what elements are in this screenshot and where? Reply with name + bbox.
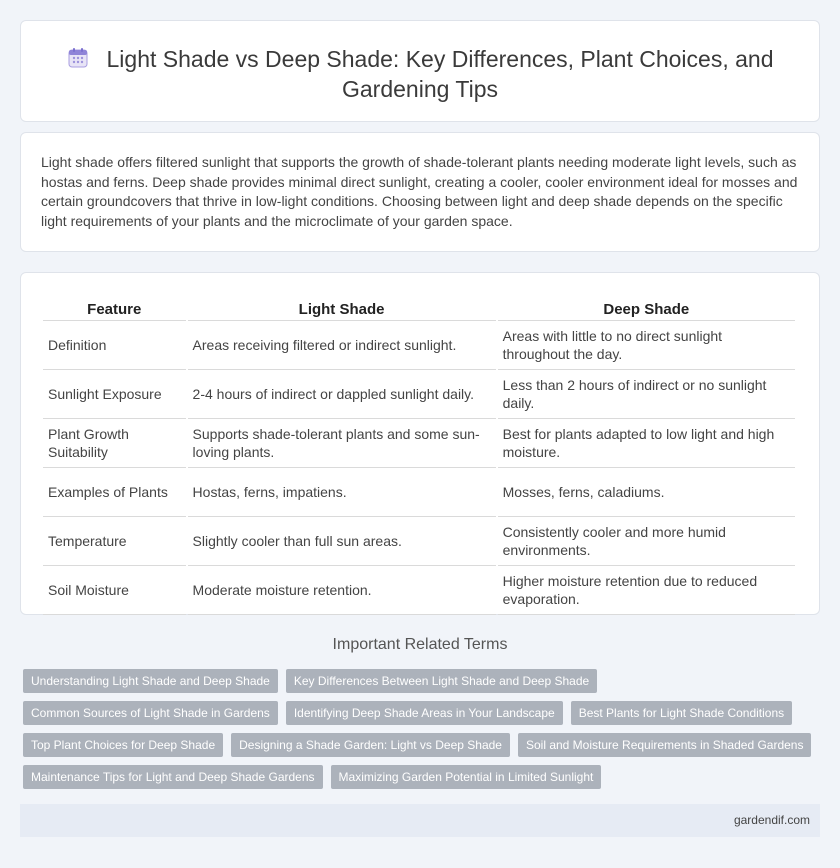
intro-text: Light shade offers filtered sunlight that supports the growth of shade-tolerant plants needing moderate light levels, such as hostas and ferns. Deep shade provides minimal direct sunlight, creating a cooler, cooler environment ideal for mosses and certain groundcovers that thrive in low-light conditions. Choosing between light and deep shade depends on the specific light requirements of your plants and the microclimate of your garden space. [41, 154, 798, 229]
header-deep-shade: Deep Shade [498, 295, 795, 321]
deep-shade-cell: Areas with little to no direct sunlight throughout the day. [498, 321, 795, 370]
tag-row [23, 669, 823, 693]
feature-cell: Sunlight Exposure [43, 370, 186, 419]
table-row [43, 370, 795, 419]
deep-shade-cell: Higher moisture retention due to reduced evaporation. [498, 566, 795, 615]
feature-cell: Soil Moisture [43, 566, 186, 615]
feature-cell: Temperature [43, 517, 186, 566]
table-row [43, 419, 795, 468]
feature-cell: Plant Growth Suitability [43, 419, 186, 468]
feature-cell: Definition [43, 321, 186, 370]
light-shade-cell: 2-4 hours of indirect or dappled sunlight daily. [188, 370, 496, 419]
footer [20, 804, 820, 837]
page-title-row [21, 21, 819, 104]
related-term-tag[interactable]: Maintenance Tips for Light and Deep Shade Gardens [23, 765, 323, 789]
footer-site-link[interactable]: gardendif.com [733, 813, 810, 827]
related-term-tag[interactable]: Common Sources of Light Shade in Gardens [23, 701, 278, 725]
light-shade-cell: Supports shade-tolerant plants and some sun-loving plants. [188, 419, 496, 468]
header-feature: Feature [43, 295, 186, 321]
related-term-tag[interactable]: Maximizing Garden Potential in Limited Sunlight [331, 765, 602, 789]
light-shade-cell: Moderate moisture retention. [188, 566, 496, 615]
related-term-tag[interactable]: Top Plant Choices for Deep Shade [23, 733, 223, 757]
table-row [43, 321, 795, 370]
light-shade-cell: Slightly cooler than full sun areas. [188, 517, 496, 566]
header-light-shade: Light Shade [188, 295, 496, 321]
table-row [43, 468, 795, 517]
light-shade-cell: Hostas, ferns, impatiens. [188, 468, 496, 517]
related-terms-title: Important Related Terms [332, 636, 508, 653]
comparison-table-card [20, 272, 820, 615]
feature-cell: Examples of Plants [43, 468, 186, 517]
table-row [43, 517, 795, 566]
header-card [20, 20, 820, 122]
related-term-tag[interactable]: Understanding Light Shade and Deep Shade [23, 669, 278, 693]
tag-row [23, 765, 823, 789]
intro-card [20, 132, 820, 252]
deep-shade-cell: Less than 2 hours of indirect or no sunlight daily. [498, 370, 795, 419]
deep-shade-cell: Best for plants adapted to low light and high moisture. [498, 419, 795, 468]
deep-shade-cell: Mosses, ferns, caladiums. [498, 468, 795, 517]
related-term-tag[interactable]: Soil and Moisture Requirements in Shaded Gardens [518, 733, 812, 757]
related-term-tag[interactable]: Designing a Shade Garden: Light vs Deep Shade [231, 733, 510, 757]
table-row [43, 566, 795, 615]
table-header-row [43, 295, 795, 321]
related-term-tag[interactable]: Best Plants for Light Shade Conditions [571, 701, 792, 725]
comparison-table [41, 295, 797, 615]
related-terms-list [23, 669, 823, 797]
related-term-tag[interactable]: Key Differences Between Light Shade and Deep Shade [286, 669, 597, 693]
deep-shade-cell: Consistently cooler and more humid environments. [498, 517, 795, 566]
tag-row [23, 701, 823, 725]
related-term-tag[interactable]: Identifying Deep Shade Areas in Your Landscape [286, 701, 563, 725]
light-shade-cell: Areas receiving filtered or indirect sunlight. [188, 321, 496, 370]
page-title: Light Shade vs Deep Shade: Key Differences, Plant Choices, and Gardening Tips [106, 46, 774, 102]
tag-row [23, 733, 823, 757]
calendar-icon [67, 46, 89, 68]
